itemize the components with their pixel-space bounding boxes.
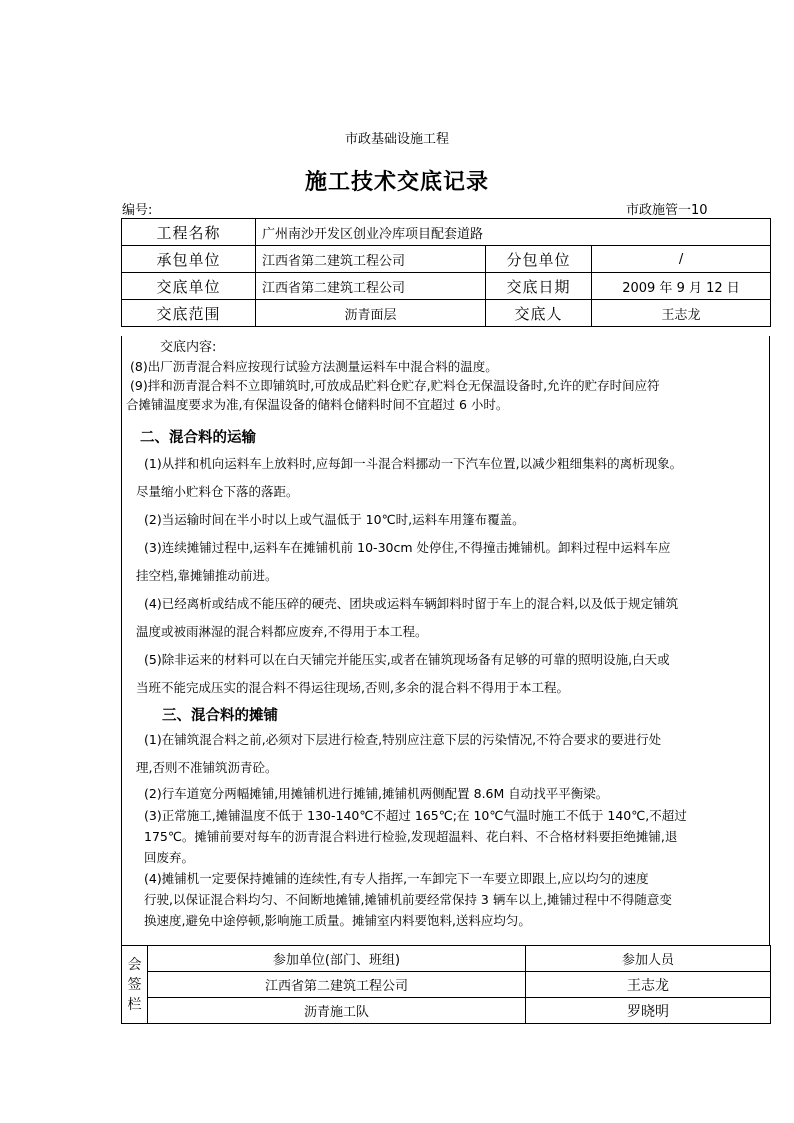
signoff-unit-cell: 沥青施工队 <box>148 998 526 1024</box>
issuer-label: 交底单位 <box>122 273 256 300</box>
number-value: 市政施管一10 <box>626 203 708 218</box>
signoff-unit-header: 参加单位(部门、班组) <box>148 946 526 972</box>
person-label: 交底人 <box>486 300 592 327</box>
transport-item-5-line-1: (5)除非运来的材料可以在白天铺完并能压实,或者在铺筑现场备有足够的可靠的照明设施,白天或 <box>144 652 670 667</box>
transport-item-1-line-2: 尽量缩小贮料仓下落的落距。 <box>136 484 299 499</box>
signoff-unit-cell: 江西省第二建筑工程公司 <box>148 972 526 998</box>
table-row <box>122 972 771 998</box>
signoff-table <box>121 945 771 1024</box>
content-heading: 交底内容: <box>160 340 217 355</box>
subcontractor-label: 分包单位 <box>486 246 592 273</box>
paving-item-3-line-3: 回废弃。 <box>144 850 195 865</box>
contractor-label: 承包单位 <box>122 246 256 273</box>
project-name-value: 广州南沙开发区创业冷库项目配套道路 <box>256 219 771 246</box>
signoff-side-char-2: 签 <box>127 976 142 993</box>
project-name-row <box>122 219 771 246</box>
paving-item-1-line-1: (1)在铺筑混合料之前,必须对下层进行检查,特别应注意下层的污染情况,不符合要求的要进行处 <box>144 732 662 747</box>
scope-value: 沥青面层 <box>256 300 486 327</box>
date-value: 2009 年 9 月 12 日 <box>592 273 771 300</box>
person-value: 王志龙 <box>592 300 771 327</box>
page-title: 施工技术交底记录 <box>304 169 489 195</box>
transport-item-3-line-1: (3)连续摊铺过程中,运料车在摊铺机前 10-30cm 处停住,不得撞击摊铺机。卸料过程中运料车应 <box>144 540 671 555</box>
content-section <box>121 336 770 945</box>
contractor-value: 江西省第二建筑工程公司 <box>256 246 486 273</box>
paving-item-4-line-2: 行驶,以保证混合料均匀、不间断地摊铺,摊铺机前要经常保持 3 辆车以上,摊铺过程中不得随意变 <box>144 892 672 907</box>
signoff-side-char-3: 栏 <box>127 996 142 1013</box>
subcontractor-value: / <box>592 246 771 273</box>
signoff-side-label <box>122 946 148 1024</box>
issuer-row <box>122 273 771 300</box>
section-paving-heading: 三、混合料的摊铺 <box>162 708 278 724</box>
signoff-person-cell: 王志龙 <box>526 972 771 998</box>
paving-item-3-line-1: (3)正常施工,摊铺温度不低于 130-140℃不超过 165℃;在 10℃气温时施工不低于 140℃,不超过 <box>144 808 687 823</box>
signoff-person-header: 参加人员 <box>526 946 771 972</box>
project-name-label: 工程名称 <box>122 219 256 246</box>
paving-item-4-line-1: (4)摊铺机一定要保持摊铺的连续性,有专人指挥,一车卸完下一车要立即跟上,应以均匀的速度 <box>144 871 649 886</box>
info-table <box>121 218 771 327</box>
scope-row <box>122 300 771 327</box>
signoff-person-cell: 罗晓明 <box>526 998 771 1024</box>
signoff-header-row <box>122 946 771 972</box>
item-8: (8)出厂沥青混合料应按现行试验方法测量运料车中混合料的温度。 <box>130 359 498 374</box>
contractor-row <box>122 246 771 273</box>
transport-item-4-line-1: (4)已经离析或结成不能压碎的硬壳、团块或运料车辆卸料时留于车上的混合料,以及低于规定铺筑 <box>144 596 679 611</box>
section-transport-heading: 二、混合料的运输 <box>140 430 256 446</box>
paving-item-2: (2)行车道宽分两幅摊铺,用摊铺机进行摊铺,摊铺机两侧配置 8.6M 自动找平平衡梁。 <box>144 786 609 801</box>
paving-item-4-line-3: 换速度,避免中途停顿,影响施工质量。摊铺室内料要饱料,送料应均匀。 <box>144 913 531 928</box>
scope-label: 交底范围 <box>122 300 256 327</box>
item-9-line-2: 合摊铺温度要求为准,有保温设备的储料仓储料时间不宜超过 6 小时。 <box>126 397 509 412</box>
transport-item-3-line-2: 挂空档,靠摊铺推动前进。 <box>136 568 278 583</box>
date-label: 交底日期 <box>486 273 592 300</box>
issuer-value: 江西省第二建筑工程公司 <box>256 273 486 300</box>
paving-item-1-line-2: 理,否则不准铺筑沥青砼。 <box>136 760 278 775</box>
transport-item-5-line-2: 当班不能完成压实的混合料不得运往现场,否则,多余的混合料不得用于本工程。 <box>136 680 569 695</box>
number-label: 编号: <box>122 203 153 218</box>
transport-item-1-line-1: (1)从拌和机向运料车上放料时,应每卸一斗混合料挪动一下汽车位置,以减少粗细集料的离析现象。 <box>144 456 683 471</box>
signoff-side-char-1: 会 <box>127 956 142 973</box>
item-9-line-1: (9)拌和沥青混合料不立即铺筑时,可放成品贮料仓贮存,贮料仓无保温设备时,允许的贮存时间应符 <box>130 378 660 393</box>
paving-item-3-line-2: 175℃。摊铺前要对每车的沥青混合料进行检验,发现超温料、花白料、不合格材料要拒绝摊铺,退 <box>144 829 678 844</box>
transport-item-2: (2)当运输时间在半小时以上或气温低于 10℃时,运料车用篷布覆盖。 <box>144 512 525 527</box>
project-type-header: 市政基础设施工程 <box>344 132 449 147</box>
table-row <box>122 998 771 1024</box>
transport-item-4-line-2: 温度或被雨淋湿的混合料都应废弃,不得用于本工程。 <box>136 624 428 639</box>
